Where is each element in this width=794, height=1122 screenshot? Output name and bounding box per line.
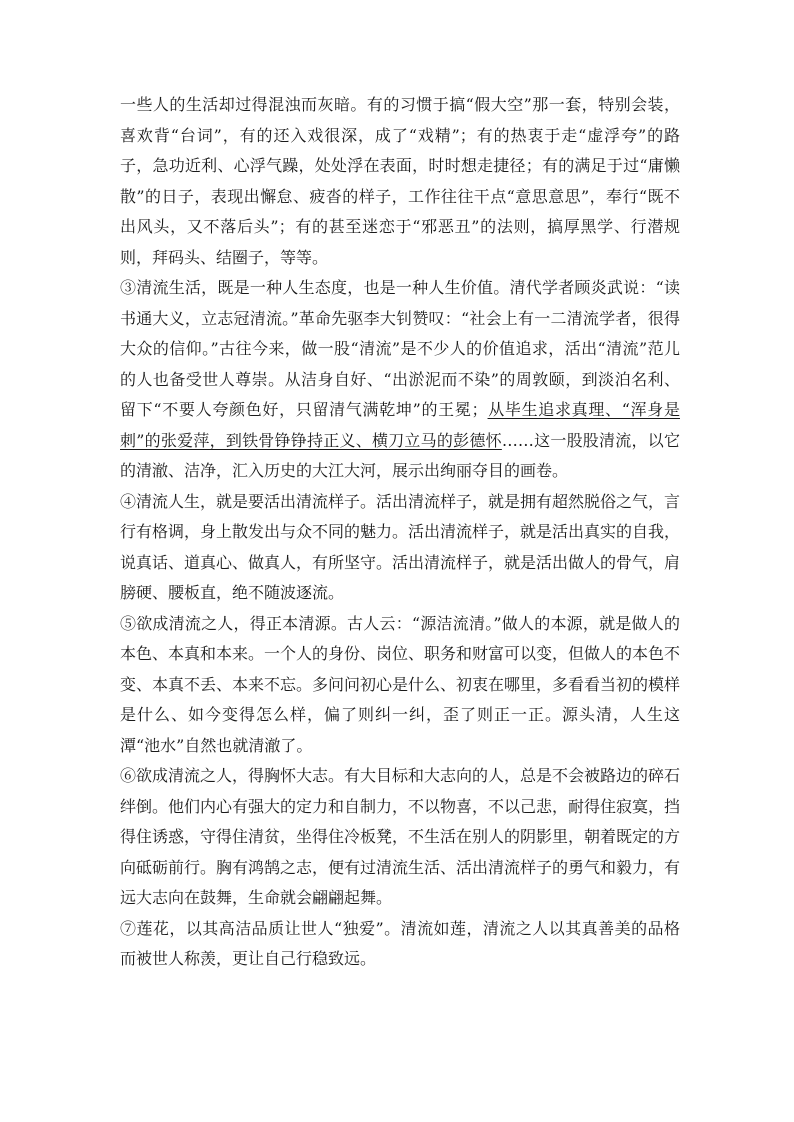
paragraph-text: ⑦莲花，以其高洁品质让世人“独爱”。清流如莲，清流之人以其真善美的品格而被世人称羡，更让自己行稳致远。 [120,918,680,968]
paragraph-text: 一些人的生活却过得混浊而灰暗。有的习惯于搞“假大空”那一套，特别会装，喜欢背“台词”，有的还入戏很深，成了“戏精”；有的热衷于走“虚浮夸”的路子，急功近利、心浮气躁，处处浮在表面，时时想走捷径；有的满足于过“庸懒散”的日子，表现出懈怠、疲沓的样子，工作往往干点“意思意思”，奉行“既不出风头，又不落后头”；有的甚至迷恋于“邪恶丑”的法则，搞厚黑学、行潜规则，拜码头、结圈子，等等。 [120,95,680,267]
paragraph-7 [120,914,680,975]
paragraph-text: ⑥欲成清流之人，得胸怀大志。有大目标和大志向的人，总是不会被路边的碎石绊倒。他们内心有强大的定力和自制力，不以物喜，不以己悲，耐得住寂寞，挡得住诱惑，守得住清贫，坐得住冷板凳，不生活在别人的阴影里，朝着既定的方向砥砺前行。胸有鸿鹄之志，便有过清流生活、活出清流样子的勇气和毅力，有远大志向在鼓舞，生命就会翩翩起舞。 [120,766,681,907]
paragraph-6 [120,761,680,914]
paragraph-intro-continued [120,90,680,273]
paragraph-text: ……这一股股清流，以它的清澈、洁净，汇入历史的大江大河，展示出绚丽夺目的画卷。 [120,430,680,480]
paragraph-4 [120,487,680,609]
paragraph-5 [120,609,680,762]
paragraph-text: ⑤欲成清流之人，得正本清源。古人云：“源洁流清。”做人的本源，就是做人的本色、本真和本来。一个人的身份、岗位、职务和财富可以变，但做人的本色不变、本真不丢、本来不忘。多问问初心是什么、初衷在哪里，多看看当初的模样是什么、如今变得怎么样，偏了则纠一纠，歪了则正一正。源头清，人生这潭“池水”自然也就清澈了。 [120,613,681,755]
underlined-text: 从毕生追求真理、“浑身是刺”的张爱萍，到铁骨铮铮持正义、横刀立马的彭德怀 [120,400,680,450]
paragraph-text: ③清流生活，既是一种人生态度，也是一种人生价值。清代学者顾炎武说：“读书通大义，立志冠清流。”革命先驱李大钊赞叹：“社会上有一二清流学者，很得大众的信仰。”古往今来，做一股“清流”是不少人的价值追求，活出“清流”范儿的人也备受世人尊崇。从洁身自好、“出淤泥而不染”的周敦颐，到淡泊名利、留下“不要人夸颜色好，只留清气满乾坤”的王冕； [120,278,680,419]
document-body [120,90,680,975]
paragraph-text: ④清流人生，就是要活出清流样子。活出清流样子，就是拥有超然脱俗之气，言行有格调，身上散发出与众不同的魅力。活出清流样子，就是活出真实的自我，说真话、道真心、做真人，有所坚守。活出清流样子，就是活出做人的骨气，肩膀硬、腰板直，绝不随波逐流。 [120,491,681,602]
paragraph-3 [120,273,680,487]
